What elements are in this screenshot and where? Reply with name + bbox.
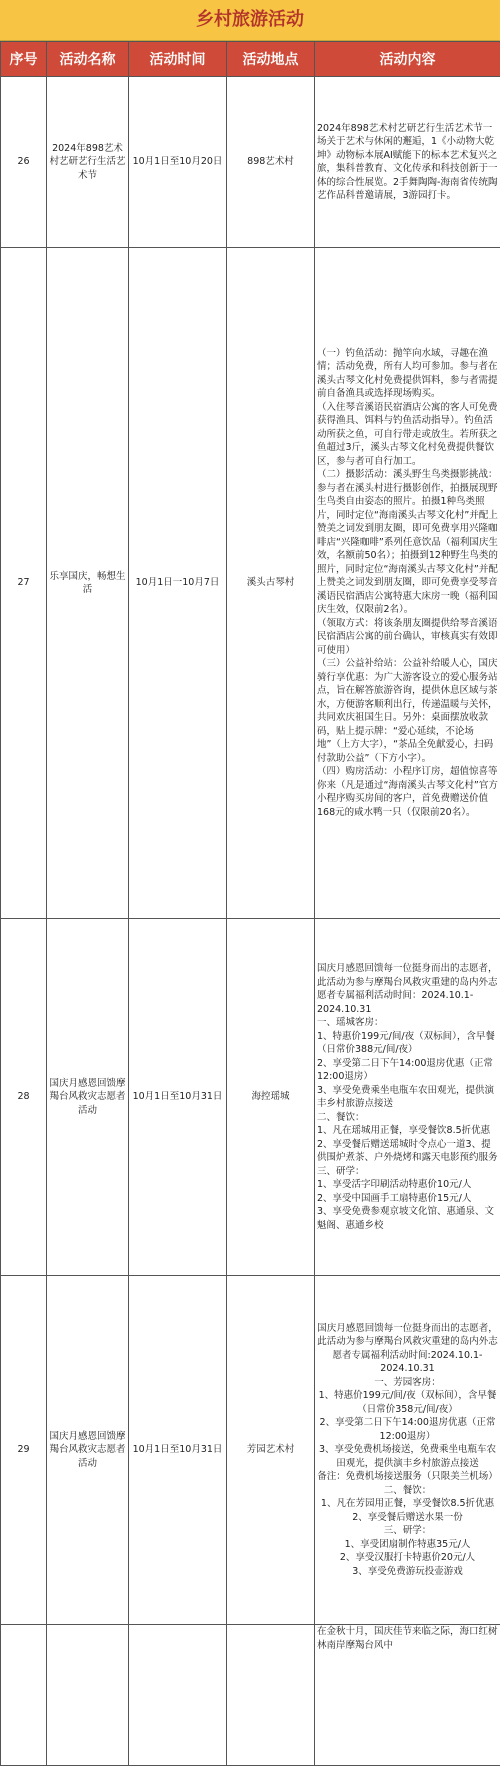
row-time: 10月1日至10月31日 [129, 919, 227, 1276]
header-place: 活动地点 [227, 42, 315, 77]
header-index: 序号 [1, 42, 47, 77]
row-place: 溪头古琴村 [227, 248, 315, 919]
row-index: 27 [1, 248, 47, 919]
table-row [1, 1276, 500, 1625]
row-name: 2024年898艺术村艺研艺行生活艺术节 [47, 77, 129, 248]
page-title: 乡村旅游活动 [0, 0, 500, 40]
row-index [1, 1625, 47, 1766]
row-place: 海控瑶城 [227, 919, 315, 1276]
header-content: 活动内容 [315, 42, 500, 77]
table-row [1, 919, 500, 1276]
row-content-text: 在金秋十月，国庆佳节来临之际，海口红树林南岸摩羯台风中 [317, 1625, 498, 1765]
row-name: 国庆月感恩回馈摩羯台风救灾志愿者活动 [47, 919, 129, 1276]
table-row [1, 77, 500, 248]
table-row [1, 1625, 500, 1766]
table-row [1, 248, 500, 919]
header-name: 活动名称 [47, 42, 129, 77]
row-time: 10月1日至10月31日 [129, 1276, 227, 1625]
row-content [315, 1625, 500, 1766]
row-content: 2024年898艺术村艺研艺行生活艺术节一场关于艺术与休闲的邂逅，1《小动物大乾坤》动物标本展AI赋能下的标本艺术复兴之旅，集科普教育、文化传承和科技创新于一体的综合性展览。2手舞陶陶-海南省传统陶艺作品科普邀请展，3游园打卡。 [315, 77, 500, 248]
row-time [129, 1625, 227, 1766]
table-header-row [1, 42, 500, 77]
row-place: 898艺术村 [227, 77, 315, 248]
header-time: 活动时间 [129, 42, 227, 77]
row-content: 国庆月感恩回馈每一位挺身而出的志愿者， 此活动为参与摩羯台风救灾重建的岛内外志愿者专属福利活动时间:2024.10.1-2024.10.31 一、芳园客房： 1、特惠价199元/间/夜（双标间），含早餐（日常价358元/间/夜） 2、享受第二日下午14:00退房优惠（正常12:00退房） 3、享受免费机场接送，免费乘坐电瓶车农田观光，提供演丰乡村旅游点接送 备注：免费机场接送服务（只限美兰机场） 二、餐饮： 1、凡在芳园用正餐，享受餐饮8.5折优惠 2、享受餐后赠送水果一份 三、研学： 1、享受团扇制作特惠35元/人 2、享受汉服打卡特惠价20元/人 3、享受免费游玩投壶游戏 [315, 1276, 500, 1625]
row-place: 芳园艺术村 [227, 1276, 315, 1625]
activity-table [0, 41, 500, 1766]
row-index: 29 [1, 1276, 47, 1625]
row-name: 乐享国庆，畅想生活 [47, 248, 129, 919]
row-content: 国庆月感恩回馈每一位挺身而出的志愿者， 此活动为参与摩羯台风救灾重建的岛内外志愿者专属福利活动时间：2024.10.1-2024.10.31 一、瑶城客房： 1、特惠价199元/间/夜（双标间），含早餐（日常价388元/间/夜） 2、享受第二日下午14:00退房优惠（正常12:00退房） 3、享受免费乘坐电瓶车农田观光，提供演丰乡村旅游点接送 二、餐饮： 1、凡在瑶城用正餐，享受餐饮8.5折优惠 2、享受餐后赠送瑶城时令点心一道3、提供围炉煮茶、户外烧烤和露天电影预约服务 三、研学： 1、享受活字印刷活动特惠价10元/人 2、享受中国画手工扇特惠价15元/人 3、享受免费参观京坡文化馆、惠通泉、文魁阁、惠通乡校 [315, 919, 500, 1276]
row-index: 26 [1, 77, 47, 248]
row-name: 国庆月感恩回馈摩羯台风救灾志愿者活动 [47, 1276, 129, 1625]
row-name [47, 1625, 129, 1766]
row-time: 10月1日至10月20日 [129, 77, 227, 248]
row-time: 10月1日一10月7日 [129, 248, 227, 919]
row-place [227, 1625, 315, 1766]
row-index: 28 [1, 919, 47, 1276]
row-content: （一）钓鱼活动：抛竿向水域，寻趣在渔情；活动免费，所有人均可参加。参与者在溪头古琴文化村免费提供饵料，参与者需提前自备渔具或选择现场购买。 （入住琴音溪语民宿酒店公寓的客人可免费获得渔具、饵料与钓鱼活动指导）。钓鱼活动所获之鱼，可自行带走或放生。若所获之鱼超过3斤，溪头古琴文化村免费提供餐饮区，参与者可自行加工。 （二）摄影活动：溪头野生鸟类摄影挑战：参与者在溪头村进行摄影创作，拍摄展现野生鸟类自由姿态的照片。拍摄1种鸟类照片，同时定位“海南溪头古琴文化村”并配上赞美之词发到朋友圈，即可免费享用兴隆咖啡店“兴隆咖啡”系列任意饮品（福利国庆生效，名额前50名）；拍摄到12种野生鸟类的照片，同时定位“海南溪头古琴文化村”并配上赞美之词发到朋友圈，即可免费享受琴音溪语民宿酒店公寓特惠大床房一晚（福利国庆生效，仅限前2名）。 （领取方式：将该条朋友圈提供给琴音溪语民宿酒店公寓的前台确认，审核真实有效即可使用） （三）公益补给站：公益补给暖人心，国庆骑行享优惠：为广大游客设立的爱心服务站点，旨在解答旅游咨询，提供休息区域与茶水，方便游客顺利出行，传递温暖与关怀，共同欢庆祖国生日。另外：桌面摆放收款码，贴上提示牌：“爱心延续，不论场地”（上方大字），“茶品全免献爱心，扫码付款助公益”（下方小字）。 （四）购房活动：小程序订房，超值惊喜等你来（凡是通过“海南溪头古琴文化村”官方小程序购买房间的客户，首免费赠送价值168元的咸水鸭一只（仅限前20名）。 [315, 248, 500, 919]
